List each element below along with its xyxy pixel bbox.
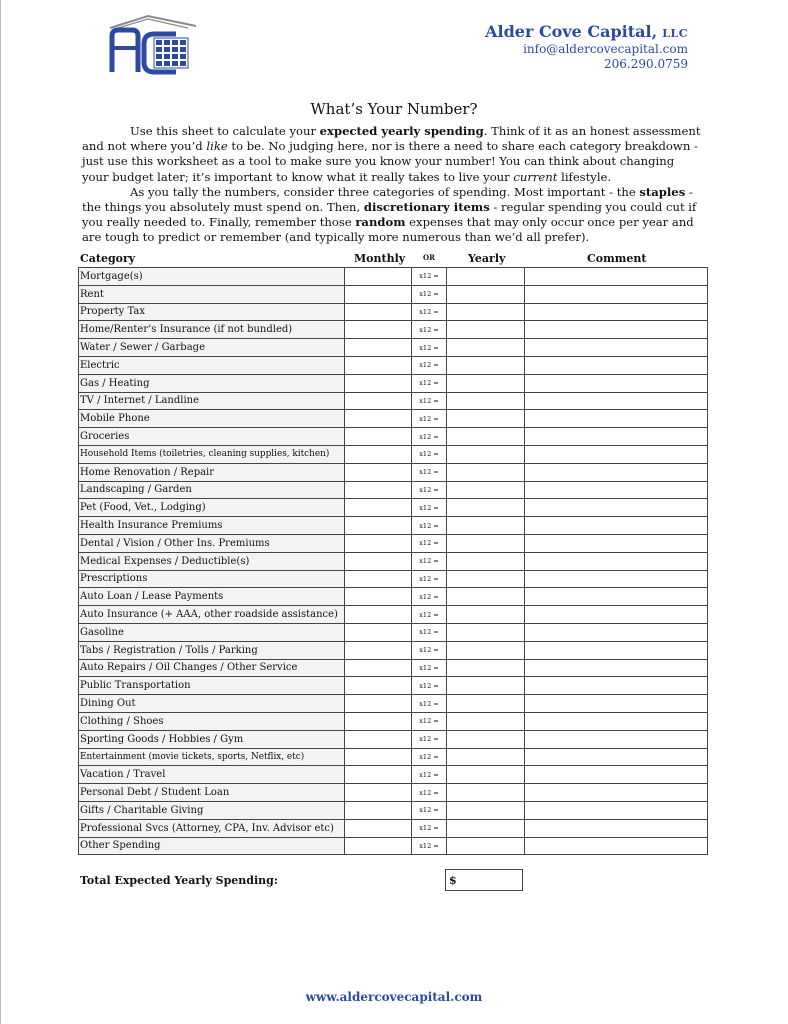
category-label: Landscaping / Garden	[79, 481, 345, 499]
multiplier-label: x12 =	[412, 748, 447, 766]
yearly-input[interactable]	[447, 748, 525, 766]
multiplier-label: x12 =	[412, 819, 447, 837]
comment-input[interactable]	[525, 392, 708, 410]
intro-text-run: . Think of it as an honest assessment and not where you’d	[82, 124, 701, 154]
yearly-input[interactable]	[447, 339, 525, 357]
table-row	[79, 677, 708, 695]
comment-input[interactable]	[525, 481, 708, 499]
comment-input[interactable]	[525, 428, 708, 446]
table-row	[79, 463, 708, 481]
yearly-input[interactable]	[447, 445, 525, 463]
category-label: Prescriptions	[79, 570, 345, 588]
multiplier-label: x12 =	[412, 481, 447, 499]
monthly-input[interactable]	[345, 677, 412, 695]
yearly-input[interactable]	[447, 695, 525, 713]
multiplier-label: x12 =	[412, 463, 447, 481]
header-monthly: Monthly	[354, 252, 406, 265]
yearly-input[interactable]	[447, 268, 525, 286]
monthly-input[interactable]	[345, 695, 412, 713]
table-row	[79, 784, 708, 802]
table-row	[79, 801, 708, 819]
yearly-input[interactable]	[447, 517, 525, 535]
yearly-input[interactable]	[447, 374, 525, 392]
multiplier-label: x12 =	[412, 659, 447, 677]
category-label: Electric	[79, 356, 345, 374]
yearly-input[interactable]	[447, 321, 525, 339]
comment-input[interactable]	[525, 285, 708, 303]
comment-input[interactable]	[525, 819, 708, 837]
table-row	[79, 534, 708, 552]
table-row	[79, 659, 708, 677]
multiplier-label: x12 =	[412, 339, 447, 357]
category-label: Sporting Goods / Hobbies / Gym	[79, 730, 345, 748]
monthly-input[interactable]	[345, 837, 412, 855]
category-label: Auto Loan / Lease Payments	[79, 588, 345, 606]
table-row	[79, 695, 708, 713]
category-label: Water / Sewer / Garbage	[79, 339, 345, 357]
intro-text-run: discretionary items	[363, 200, 490, 215]
table-row	[79, 392, 708, 410]
comment-input[interactable]	[525, 410, 708, 428]
monthly-input[interactable]	[345, 428, 412, 446]
table-row	[79, 819, 708, 837]
comment-input[interactable]	[525, 570, 708, 588]
multiplier-label: x12 =	[412, 552, 447, 570]
monthly-input[interactable]	[345, 819, 412, 837]
monthly-input[interactable]	[345, 374, 412, 392]
table-row	[79, 730, 708, 748]
monthly-input[interactable]	[345, 623, 412, 641]
monthly-input[interactable]	[345, 285, 412, 303]
intro-text-run: lifestyle.	[557, 169, 612, 184]
comment-input[interactable]	[525, 588, 708, 606]
table-row	[79, 766, 708, 784]
table-row	[79, 712, 708, 730]
table-row	[79, 321, 708, 339]
category-label: Tabs / Registration / Tolls / Parking	[79, 641, 345, 659]
yearly-input[interactable]	[447, 534, 525, 552]
multiplier-label: x12 =	[412, 392, 447, 410]
table-row	[79, 445, 708, 463]
comment-input[interactable]	[525, 837, 708, 855]
multiplier-label: x12 =	[412, 730, 447, 748]
yearly-input[interactable]	[447, 392, 525, 410]
monthly-input[interactable]	[345, 766, 412, 784]
intro-text-run: - the things you absolutely must spend on. Then,	[82, 184, 693, 215]
header-yearly: Yearly	[468, 252, 506, 265]
monthly-input[interactable]	[345, 356, 412, 374]
monthly-input[interactable]	[345, 801, 412, 819]
comment-input[interactable]	[525, 268, 708, 286]
comment-input[interactable]	[525, 748, 708, 766]
intro-text-run: to be. No judging here, nor is there a need to share each category breakdown - just use this worksheet as a tool to make sure you know your number! You can think about changing your budget later; it’s important to know what it really takes to live your	[82, 139, 698, 184]
multiplier-label: x12 =	[412, 534, 447, 552]
yearly-input[interactable]	[447, 659, 525, 677]
table-row	[79, 356, 708, 374]
yearly-input[interactable]	[447, 730, 525, 748]
comment-input[interactable]	[525, 463, 708, 481]
multiplier-label: x12 =	[412, 374, 447, 392]
footer-website-link[interactable]: www.aldercovecapital.com	[305, 990, 483, 1004]
multiplier-label: x12 =	[412, 623, 447, 641]
comment-input[interactable]	[525, 303, 708, 321]
monthly-input[interactable]	[345, 445, 412, 463]
comment-input[interactable]	[525, 784, 708, 802]
category-label: Home/Renter’s Insurance (if not bundled)	[79, 321, 345, 339]
alder-cove-logo-icon	[104, 14, 200, 76]
multiplier-label: x12 =	[412, 356, 447, 374]
spending-table	[78, 267, 708, 855]
table-row	[79, 623, 708, 641]
table-row	[79, 410, 708, 428]
monthly-input[interactable]	[345, 730, 412, 748]
multiplier-label: x12 =	[412, 801, 447, 819]
monthly-input[interactable]	[345, 748, 412, 766]
intro-text-run: staples	[639, 184, 686, 199]
yearly-input[interactable]	[447, 481, 525, 499]
category-label: Dental / Vision / Other Ins. Premiums	[79, 534, 345, 552]
comment-input[interactable]	[525, 534, 708, 552]
yearly-input[interactable]	[447, 677, 525, 695]
comment-input[interactable]	[525, 321, 708, 339]
category-label: Gasoline	[79, 623, 345, 641]
yearly-input[interactable]	[447, 410, 525, 428]
table-row	[79, 303, 708, 321]
table-row	[79, 641, 708, 659]
monthly-input[interactable]	[345, 481, 412, 499]
table-row	[79, 588, 708, 606]
category-label: Clothing / Shoes	[79, 712, 345, 730]
company-header	[485, 22, 688, 71]
company-email: info@aldercovecapital.com	[523, 42, 688, 56]
page-title: What’s Your Number?	[310, 100, 478, 118]
monthly-input[interactable]	[345, 641, 412, 659]
yearly-input[interactable]	[447, 303, 525, 321]
monthly-input[interactable]	[345, 499, 412, 517]
intro-text-run: like	[206, 139, 228, 154]
table-row	[79, 552, 708, 570]
monthly-input[interactable]	[345, 321, 412, 339]
header-or: OR	[423, 253, 435, 262]
yearly-input[interactable]	[447, 285, 525, 303]
table-row	[79, 748, 708, 766]
table-row	[79, 268, 708, 286]
multiplier-label: x12 =	[412, 517, 447, 535]
category-label: TV / Internet / Landline	[79, 392, 345, 410]
yearly-input[interactable]	[447, 623, 525, 641]
monthly-input[interactable]	[345, 517, 412, 535]
comment-input[interactable]	[525, 499, 708, 517]
intro-text-run: random	[355, 215, 406, 230]
category-label: Entertainment (movie tickets, sports, Netflix, etc)	[79, 748, 345, 766]
table-row	[79, 481, 708, 499]
yearly-input[interactable]	[447, 712, 525, 730]
yearly-input[interactable]	[447, 356, 525, 374]
intro-paragraph-2	[82, 185, 702, 246]
company-name: Alder Cove Capital, LLC	[485, 22, 688, 41]
multiplier-label: x12 =	[412, 303, 447, 321]
intro-text-run: expected yearly spending	[319, 124, 484, 138]
intro-text	[82, 124, 702, 246]
category-label: Dining Out	[79, 695, 345, 713]
multiplier-label: x12 =	[412, 588, 447, 606]
table-row	[79, 374, 708, 392]
multiplier-label: x12 =	[412, 712, 447, 730]
yearly-input[interactable]	[447, 606, 525, 624]
yearly-input[interactable]	[447, 641, 525, 659]
company-phone: 206.290.0759	[604, 57, 688, 71]
multiplier-label: x12 =	[412, 677, 447, 695]
page-edge	[0, 0, 1, 1024]
comment-input[interactable]	[525, 641, 708, 659]
comment-input[interactable]	[525, 677, 708, 695]
category-label: Health Insurance Premiums	[79, 517, 345, 535]
yearly-input[interactable]	[447, 801, 525, 819]
comment-input[interactable]	[525, 445, 708, 463]
monthly-input[interactable]	[345, 534, 412, 552]
category-label: Medical Expenses / Deductible(s)	[79, 552, 345, 570]
category-label: Professional Svcs (Attorney, CPA, Inv. Advisor etc)	[79, 819, 345, 837]
category-label: Auto Insurance (+ AAA, other roadside assistance)	[79, 606, 345, 624]
intro-text-run: expenses that may only occur once per year and are tough to predict or remember (and typically more numerous than we’d all prefer).	[82, 215, 694, 245]
comment-input[interactable]	[525, 695, 708, 713]
comment-input[interactable]	[525, 374, 708, 392]
header-comment: Comment	[587, 252, 647, 265]
total-label: Total Expected Yearly Spending:	[80, 874, 278, 887]
multiplier-label: x12 =	[412, 837, 447, 855]
table-row	[79, 517, 708, 535]
multiplier-label: x12 =	[412, 606, 447, 624]
multiplier-label: x12 =	[412, 445, 447, 463]
comment-input[interactable]	[525, 606, 708, 624]
category-label: Vacation / Travel	[79, 766, 345, 784]
yearly-input[interactable]	[447, 819, 525, 837]
monthly-input[interactable]	[345, 606, 412, 624]
table-header	[78, 251, 708, 267]
monthly-input[interactable]	[345, 463, 412, 481]
monthly-input[interactable]	[345, 570, 412, 588]
yearly-input[interactable]	[447, 766, 525, 784]
comment-input[interactable]	[525, 517, 708, 535]
yearly-input[interactable]	[447, 499, 525, 517]
header-category: Category	[80, 252, 136, 265]
category-label: Gifts / Charitable Giving	[79, 801, 345, 819]
multiplier-label: x12 =	[412, 766, 447, 784]
comment-input[interactable]	[525, 552, 708, 570]
monthly-input[interactable]	[345, 339, 412, 357]
category-label: Gas / Heating	[79, 374, 345, 392]
monthly-input[interactable]	[345, 268, 412, 286]
monthly-input[interactable]	[345, 392, 412, 410]
category-label: Pet (Food, Vet., Lodging)	[79, 499, 345, 517]
table-row	[79, 570, 708, 588]
multiplier-label: x12 =	[412, 410, 447, 428]
category-label: Household Items (toiletries, cleaning supplies, kitchen)	[79, 445, 345, 463]
table-row	[79, 837, 708, 855]
yearly-input[interactable]	[447, 552, 525, 570]
yearly-input[interactable]	[447, 784, 525, 802]
category-label: Personal Debt / Student Loan	[79, 784, 345, 802]
yearly-input[interactable]	[447, 837, 525, 855]
comment-input[interactable]	[525, 339, 708, 357]
monthly-input[interactable]	[345, 659, 412, 677]
category-label: Public Transportation	[79, 677, 345, 695]
intro-text-run: Use this sheet to calculate your	[130, 124, 320, 138]
table-row	[79, 285, 708, 303]
monthly-input[interactable]	[345, 712, 412, 730]
comment-input[interactable]	[525, 623, 708, 641]
category-label: Groceries	[79, 428, 345, 446]
total-input[interactable]: $	[445, 869, 523, 891]
monthly-input[interactable]	[345, 552, 412, 570]
comment-input[interactable]	[525, 659, 708, 677]
monthly-input[interactable]	[345, 588, 412, 606]
comment-input[interactable]	[525, 766, 708, 784]
table-row	[79, 606, 708, 624]
table-row	[79, 428, 708, 446]
intro-text-run: As you tally the numbers, consider three categories of spending. Most important - the	[130, 184, 640, 199]
yearly-input[interactable]	[447, 588, 525, 606]
multiplier-label: x12 =	[412, 428, 447, 446]
comment-input[interactable]	[525, 730, 708, 748]
intro-paragraph-1	[82, 124, 702, 185]
multiplier-label: x12 =	[412, 641, 447, 659]
intro-text-run: - regular spending you could cut if you really needed to. Finally, remember those	[82, 200, 697, 230]
category-label: Other Spending	[79, 837, 345, 855]
yearly-input[interactable]	[447, 463, 525, 481]
monthly-input[interactable]	[345, 410, 412, 428]
multiplier-label: x12 =	[412, 499, 447, 517]
comment-input[interactable]	[525, 801, 708, 819]
multiplier-label: x12 =	[412, 321, 447, 339]
multiplier-label: x12 =	[412, 570, 447, 588]
monthly-input[interactable]	[345, 784, 412, 802]
multiplier-label: x12 =	[412, 285, 447, 303]
category-label: Mobile Phone	[79, 410, 345, 428]
category-label: Auto Repairs / Oil Changes / Other Service	[79, 659, 345, 677]
category-label: Rent	[79, 285, 345, 303]
yearly-input[interactable]	[447, 428, 525, 446]
monthly-input[interactable]	[345, 303, 412, 321]
comment-input[interactable]	[525, 356, 708, 374]
yearly-input[interactable]	[447, 570, 525, 588]
category-label: Mortgage(s)	[79, 268, 345, 286]
category-label: Home Renovation / Repair	[79, 463, 345, 481]
table-row	[79, 339, 708, 357]
multiplier-label: x12 =	[412, 784, 447, 802]
multiplier-label: x12 =	[412, 268, 447, 286]
multiplier-label: x12 =	[412, 695, 447, 713]
category-label: Property Tax	[79, 303, 345, 321]
comment-input[interactable]	[525, 712, 708, 730]
intro-text-run: current	[513, 169, 558, 184]
table-row	[79, 499, 708, 517]
